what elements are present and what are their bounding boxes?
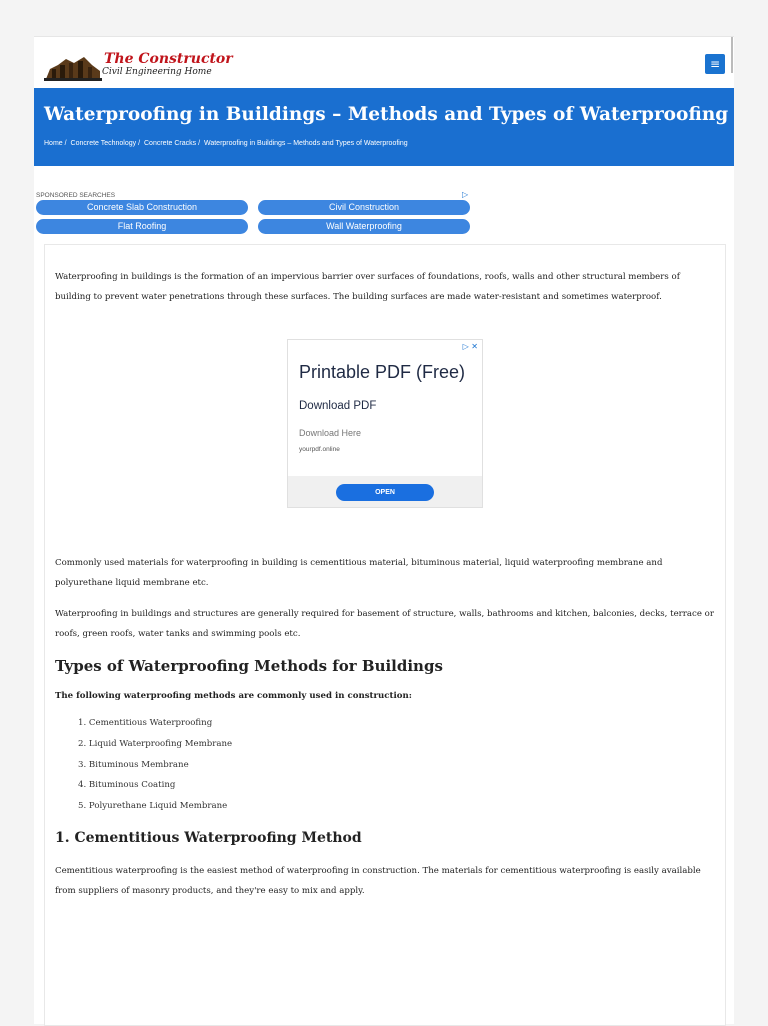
sponsored-link-civil-construction[interactable]: Civil Construction <box>258 200 470 215</box>
cementitious-paragraph: Cementitious waterproofing is the easiest method of waterproofing in construction. The materials for cementitious waterproofing is easily available from suppliers of masonry products, and they're easy to mix and apply. <box>55 866 701 896</box>
ad-description: Download Here <box>299 428 362 438</box>
required-paragraph: Waterproofing in buildings and structures are generally required for basement of structure, walls, bathrooms and kitchen, balconies, decks, terrace or roofs, green roofs, water tanks and swimming pools etc. <box>55 609 714 639</box>
materials-paragraph: Commonly used materials for waterproofing in building is cementitious material, bituminous material, liquid waterproofing membrane and polyurethane liquid membrane etc. <box>55 558 663 588</box>
header-edge-divider <box>731 37 733 73</box>
sponsored-searches <box>36 192 476 242</box>
list-item: 2. Liquid Waterproofing Membrane <box>78 738 233 749</box>
sponsored-link-flat-roofing[interactable]: Flat Roofing <box>36 219 248 234</box>
cementitious-heading: 1. Cementitious Waterproofing Method <box>55 830 362 846</box>
breadcrumb-current: Waterproofing in Buildings – Methods and Types of Waterproofing <box>203 140 408 147</box>
article-body <box>44 244 726 1026</box>
methods-list <box>78 713 232 817</box>
list-item: 5. Polyurethane Liquid Membrane <box>78 801 228 812</box>
page-hero <box>34 88 734 166</box>
ad-footer <box>288 476 482 507</box>
page <box>34 36 734 1024</box>
breadcrumb-concrete-technology[interactable]: Concrete Technology / <box>70 140 141 147</box>
adchoices-icon[interactable]: ▷ <box>462 190 469 199</box>
site-logo[interactable] <box>44 49 233 83</box>
ad-close-icon[interactable]: ▷ ✕ <box>462 342 478 351</box>
logo-building-icon <box>44 51 102 81</box>
list-item: 3. Bituminous Membrane <box>78 759 189 770</box>
hamburger-menu-button[interactable] <box>705 54 725 74</box>
logo-title: The Constructor <box>104 51 233 67</box>
page-title: Waterproofing in Buildings – Methods and Types of Waterproofing <box>44 104 729 125</box>
display-ad[interactable] <box>287 339 483 508</box>
types-lead: The following waterproofing methods are commonly used in construction: <box>55 691 412 701</box>
breadcrumb-concrete-cracks[interactable]: Concrete Cracks / <box>144 140 201 147</box>
ad-open-button[interactable]: OPEN <box>336 484 434 501</box>
list-item: 1. Cementitious Waterproofing <box>78 718 213 728</box>
intro-paragraph: Waterproofing in buildings is the formation of an impervious barrier over surfaces of foundations, roofs, walls and other structural members of building to prevent water penetrations through these surfaces. The building surfaces are made water-resistant and sometimes waterproof. <box>55 272 680 302</box>
sponsored-label: SPONSORED SEARCHES <box>36 192 116 199</box>
sponsored-link-concrete-slab[interactable]: Concrete Slab Construction <box>36 200 248 215</box>
types-heading: Types of Waterproofing Methods for Buildings <box>55 657 443 675</box>
ad-subtitle[interactable]: Download PDF <box>299 400 377 412</box>
site-header <box>34 36 734 89</box>
list-item: 4. Bituminous Coating <box>78 780 176 791</box>
hamburger-menu-icon: ≡ <box>709 57 721 71</box>
breadcrumb-home[interactable]: Home / <box>44 140 67 147</box>
logo-tagline: Civil Engineering Home <box>102 67 212 77</box>
ad-url: yourpdf.online <box>299 446 340 453</box>
ad-title[interactable]: Printable PDF (Free) <box>299 362 466 382</box>
breadcrumb <box>44 140 410 147</box>
sponsored-link-wall-waterproofing[interactable]: Wall Waterproofing <box>258 219 470 234</box>
